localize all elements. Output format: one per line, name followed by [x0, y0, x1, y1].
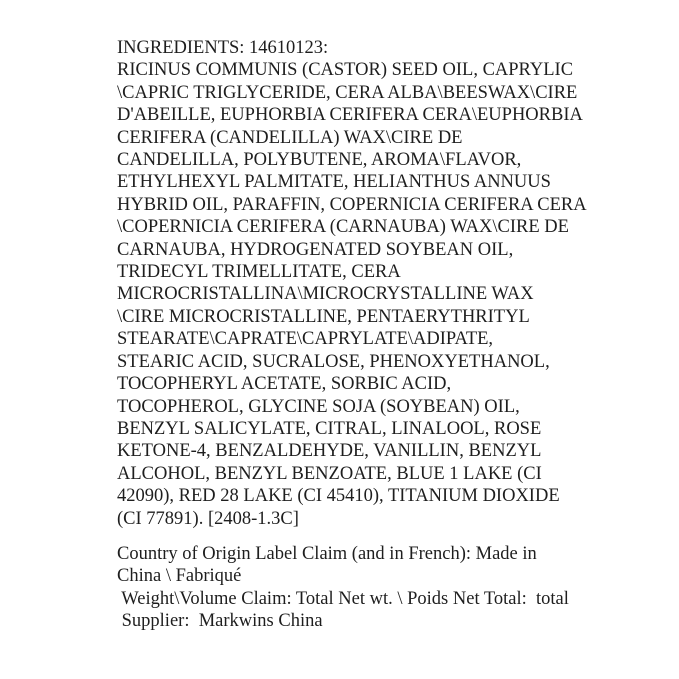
ingredients-line: (CI 77891). [2408-1.3C]: [117, 508, 299, 529]
ingredients-line: TOCOPHEROL, GLYCINE SOJA (SOYBEAN) OIL,: [117, 396, 520, 417]
ingredients-line: \CIRE MICROCRISTALLINE, PENTAERYTHRITYL: [117, 306, 530, 327]
ingredients-line: ETHYLHEXYL PALMITATE, HELIANTHUS ANNUUS: [117, 172, 551, 193]
ingredients-line: D'ABEILLE, EUPHORBIA CERIFERA CERA\EUPHORBIA: [117, 105, 583, 126]
ingredients-line: CARNAUBA, HYDROGENATED SOYBEAN OIL,: [117, 239, 514, 260]
ingredients-line: MICROCRISTALLINA\MICROCRYSTALLINE WAX: [117, 284, 534, 305]
ingredients-line: KETONE-4, BENZALDEHYDE, VANILLIN, BENZYL: [117, 441, 542, 462]
ingredients-line: 42090), RED 28 LAKE (CI 45410), TITANIUM DIOXIDE: [117, 486, 560, 507]
origin-paragraph: [117, 543, 587, 633]
ingredients-line: TRIDECYL TRIMELLITATE, CERA: [117, 262, 401, 283]
ingredients-line: HYBRID OIL, PARAFFIN, COPERNICIA CERIFERA CERA: [117, 194, 587, 215]
ingredients-paragraph: [117, 37, 587, 530]
ingredients-line: STEARIC ACID, SUCRALOSE, PHENOXYETHANOL,: [117, 351, 550, 372]
ingredients-line: ALCOHOL, BENZYL BENZOATE, BLUE 1 LAKE (CI: [117, 463, 542, 484]
ingredients-line: STEARATE\CAPRATE\CAPRYLATE\ADIPATE,: [117, 329, 494, 350]
country-of-origin-line: China \ Fabriqué: [117, 566, 242, 587]
weight-volume-claim-line: Weight\Volume Claim: Total Net wt. \ Poids Net Total: total: [117, 588, 569, 609]
ingredients-label-page: [117, 37, 587, 633]
ingredients-line: TOCOPHERYL ACETATE, SORBIC ACID,: [117, 374, 452, 395]
ingredients-line: \CAPRIC TRIGLYCERIDE, CERA ALBA\BEESWAX\CIRE: [117, 82, 578, 103]
supplier-line: Supplier: Markwins China: [117, 611, 323, 632]
country-of-origin-line: Country of Origin Label Claim (and in French): Made in: [117, 543, 537, 564]
ingredients-header-line: INGREDIENTS: 14610123:: [117, 38, 329, 58]
ingredients-line: BENZYL SALICYLATE, CITRAL, LINALOOL, ROSE: [117, 418, 542, 439]
ingredients-line: CERIFERA (CANDELILLA) WAX\CIRE DE: [117, 127, 463, 148]
ingredients-line: CANDELILLA, POLYBUTENE, AROMA\FLAVOR,: [117, 150, 522, 171]
ingredients-line: RICINUS COMMUNIS (CASTOR) SEED OIL, CAPRYLIC: [117, 60, 574, 81]
ingredients-line: \COPERNICIA CERIFERA (CARNAUBA) WAX\CIRE DE: [117, 217, 569, 238]
